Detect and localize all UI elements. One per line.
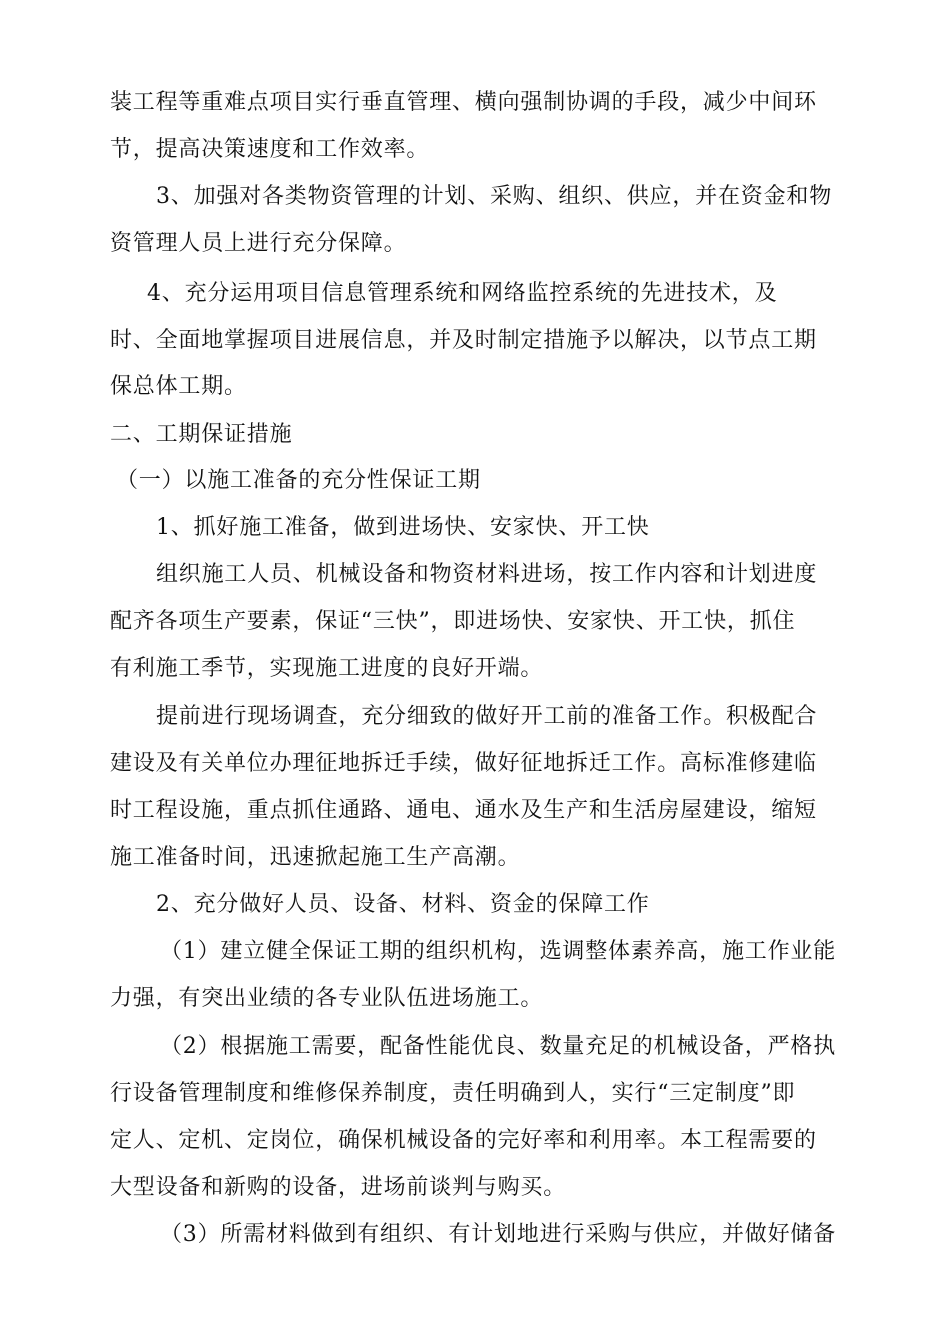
text-line: 组织施工人员、机械设备和物资材料进场，按工作内容和计划进度 xyxy=(156,562,818,587)
text-line: 有利施工季节，实现施工进度的良好开端。 xyxy=(110,656,544,681)
text-line: 装工程等重难点项目实行垂直管理、横向强制协调的手段，减少中间环 xyxy=(110,90,817,115)
text-line: （1）建立健全保证工期的组织机构，选调整体素养高，施工作业能 xyxy=(160,939,836,964)
text-line: 提前进行现场调查，充分细致的做好开工前的准备工作。积极配合 xyxy=(156,704,818,729)
text-line: 3、加强对各类物资管理的计划、采购、组织、供应，并在资金和物 xyxy=(156,184,832,209)
text-line: 时、全面地掌握项目进展信息，并及时制定措施予以解决，以节点工期 xyxy=(110,328,817,353)
section-heading: 二、工期保证措施 xyxy=(110,422,293,447)
item-heading: 1、抓好施工准备，做到进场快、安家快、开工快 xyxy=(156,515,650,540)
text-line: 配齐各项生产要素，保证“三快”，即进场快、安家快、开工快，抓住 xyxy=(110,609,796,634)
subsection-heading: （一）以施工准备的充分性保证工期 xyxy=(116,468,481,493)
item-heading: 2、充分做好人员、设备、材料、资金的保障工作 xyxy=(156,892,650,917)
text-line: 行设备管理制度和维修保养制度，责任明确到人，实行“三定制度”即 xyxy=(110,1081,796,1106)
text-line: 时工程设施，重点抓住通路、通电、通水及生产和生活房屋建设，缩短 xyxy=(110,798,817,823)
text-line: 力强，有突出业绩的各专业队伍进场施工。 xyxy=(110,986,544,1011)
text-line: （2）根据施工需要，配备性能优良、数量充足的机械设备，严格执 xyxy=(160,1034,836,1059)
text-line: 4、充分运用项目信息管理系统和网络监控系统的先进技术，及 xyxy=(147,281,778,306)
text-line: （3）所需材料做到有组织、有计划地进行采购与供应，并做好储备 xyxy=(160,1222,836,1247)
text-line: 节，提高决策速度和工作效率。 xyxy=(110,137,430,162)
text-line: 施工准备时间，迅速掀起施工生产高潮。 xyxy=(110,845,521,870)
text-line: 大型设备和新购的设备，进场前谈判与购买。 xyxy=(110,1175,567,1200)
text-line: 建设及有关单位办理征地拆迁手续，做好征地拆迁工作。高标准修建临 xyxy=(110,751,817,776)
text-line: 资管理人员上进行充分保障。 xyxy=(110,231,407,256)
text-line: 保总体工期。 xyxy=(110,374,247,399)
text-line: 定人、定机、定岗位，确保机械设备的完好率和利用率。本工程需要的 xyxy=(110,1128,817,1153)
